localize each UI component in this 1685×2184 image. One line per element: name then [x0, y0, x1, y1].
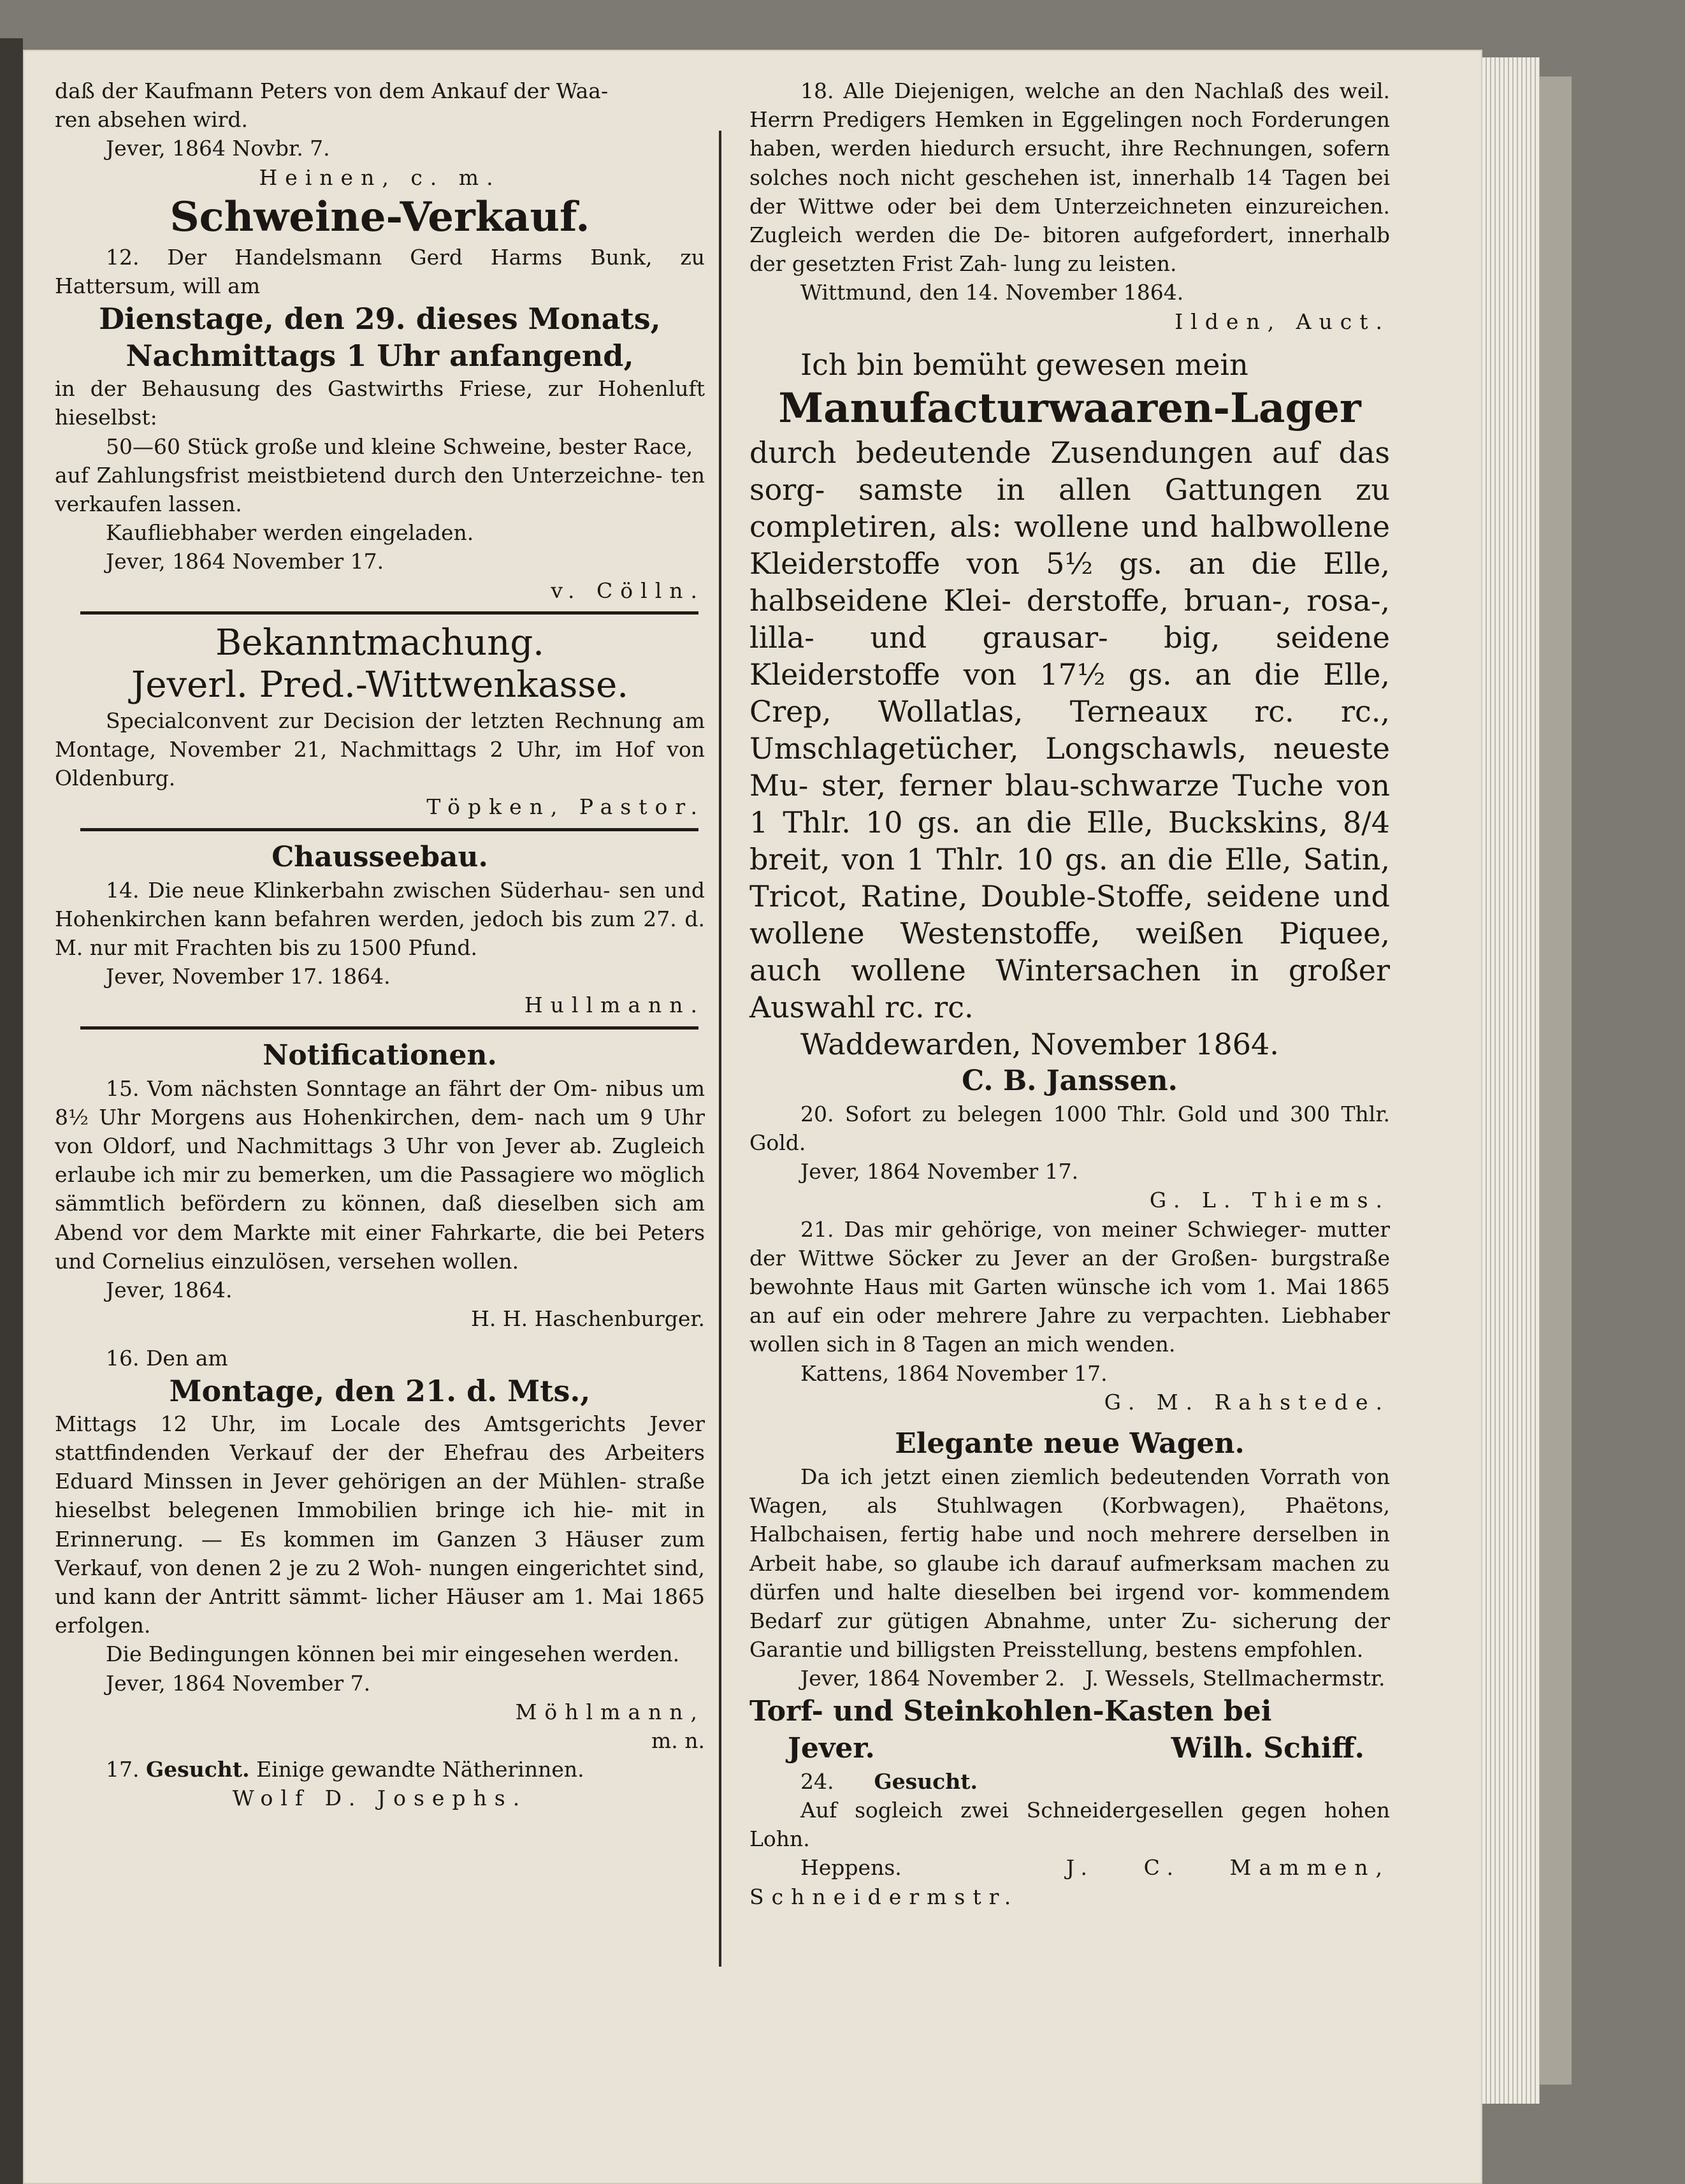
ad-title: Manufacturwaaren-Lager	[778, 384, 1361, 432]
ad-text: Einige gewandte Nätherinnen.	[256, 1757, 584, 1782]
section-rule	[80, 828, 698, 831]
ad-text: Die Bedingungen können bei mir eingesehen werden.	[106, 1642, 680, 1667]
ad-date: Wittmund, den 14. November 1864.	[800, 280, 1184, 305]
intro-line-2: ren absehen wird.	[55, 107, 249, 133]
ad-date: Jever, 1864 November 17.	[106, 549, 384, 574]
ad-label: Gesucht.	[145, 1757, 250, 1782]
ad-date-line: Dienstage, den 29. dieses Monats,	[99, 302, 661, 337]
ad-schweine-verkauf	[55, 192, 705, 605]
ad-signature: Wilh. Schiff.	[1171, 1731, 1364, 1765]
ad-manufacturwaaren	[749, 346, 1390, 1100]
left-column	[55, 76, 705, 1813]
ad-20	[749, 1100, 1390, 1215]
ad-text: Da ich jetzt einen ziemlich bedeutenden Vorrath von Wagen, als Stuhlwagen (Korbwagen), Phaëtons, Halbchaisen, fertig habe und noch mehrere derselben in Arbeit habe, so glaube ich darauf aufmerksam machen zu dürfen und halte dieselben bei irgend vor- kommendem Bedarf zur gütigen Abnahme, unter Zu- sicherung der Garantie und billigsten Preisstellung, bestens empfohlen.	[749, 1464, 1390, 1663]
ad-text: Auf sogleich zwei Schneidergesellen gegen hohen Lohn.	[749, 1797, 1390, 1852]
ad-number: 24.	[800, 1768, 834, 1794]
ad-title: Notificationen.	[263, 1038, 497, 1072]
ad-chausseebau	[55, 839, 705, 1020]
ad-place: Jever.	[788, 1731, 875, 1765]
ad-date: Jever, November 17. 1864.	[106, 964, 391, 989]
ad-notificationen	[55, 1037, 705, 1334]
ad-17	[55, 1755, 705, 1812]
ad-title: Torf- und Steinkohlen-Kasten bei	[749, 1694, 1272, 1728]
ad-elegante-wagen	[749, 1425, 1390, 1693]
ad-lead: 17.	[106, 1757, 140, 1782]
ad-title: Chausseebau.	[271, 840, 488, 873]
ad-text: Specialconvent zur Decision der letzten Rechnung am Montage, November 21, Nachmittags 2 Uhr, im Hof von Oldenburg.	[55, 708, 705, 791]
book-binding-edge	[0, 38, 23, 2184]
ad-signature: J. Wessels, Stellmachermstr.	[1085, 1666, 1385, 1691]
ad-text: 18. Alle Diejenigen, welche an den Nachlaß des weil. Herrn Predigers Hemken in Eggelingen noch Forderungen haben, werden hiedurch ersucht, ihre Rechnungen, sofern solches noch nicht geschehen ist, innerhalb 14 Tagen bei der Wittwe oder bei dem Unterzeichneten einzureichen. Zugleich werden die De- bitoren aufgefordert, innerhalb der gesetzten Frist Zah- lung zu leisten.	[749, 78, 1390, 277]
section-rule	[80, 1026, 698, 1030]
column-divider	[719, 131, 721, 1967]
ad-text: auf Zahlungsfrist meistbietend durch den Unterzeichne- ten verkaufen lassen.	[55, 462, 705, 517]
ad-signature: J. C. Mammen, Schneidermstr.	[749, 1855, 1390, 1909]
ad-torf-kasten	[749, 1693, 1390, 1767]
ad-21	[749, 1215, 1390, 1416]
ad-signature: H. H. Haschenburger.	[471, 1306, 705, 1332]
ad-signature: Wolf D. Josephs.	[232, 1786, 528, 1811]
ad-text: 14. Die neue Klinkerbahn zwischen Süderhau- sen und Hohenkirchen kann befahren werden, jedoch bis zum 27. d. M. nur mit Frachten bis zu 1500 Pfund.	[55, 877, 705, 961]
intro-signature: Heinen, c. m.	[259, 164, 501, 190]
ad-text: 20. Sofort zu belegen 1000 Thlr. Gold und 300 Thlr. Gold.	[749, 1101, 1390, 1156]
ad-text: in der Behausung des Gastwirths Friese, zur Hohenluft hieselbst:	[55, 376, 705, 430]
ad-lead: 16. Den am	[106, 1345, 228, 1371]
right-column	[749, 76, 1390, 1911]
ad-subtitle: Jeverl. Pred.-Wittwenkasse.	[131, 664, 629, 706]
ad-24	[749, 1767, 1390, 1911]
ad-title: Gesucht.	[874, 1768, 978, 1794]
ad-16	[55, 1344, 705, 1756]
ad-date: Jever, 1864 November 17.	[800, 1159, 1079, 1184]
ad-title: Elegante neue Wagen.	[895, 1427, 1245, 1460]
ad-bekanntmachung	[55, 622, 705, 822]
ad-text: durch bedeutende Zusendungen auf das sorg- samste in allen Gattungen zu completiren, als: wollene und halbwollene Kleiderstoffe von 5½ gs. an die Elle, halbseidene Klei- derstoffe, bruan-, rosa-, lilla- und grausar- big, seidene Kleiderstoffe von 17½ gs. an die Elle, Crep, Wollatlas, Terneaux rc. rc., Umschlagetücher, Longschawls, neueste Mu- ster, ferner blau-schwarze Tuche von 1 Thlr. 10 gs. an die Elle, Buckskins, 8/4 breit, von 1 Thlr. 10 gs. an die Elle, Satin, Tricot, Ratine, Double-Stoffe, seidene und wollene Westenstoffe, weißen Piquee, auch wollene Wintersachen in großer Auswahl rc. rc.	[749, 435, 1390, 1024]
section-rule	[80, 611, 698, 615]
ad-title: Schweine-Verkauf.	[170, 193, 590, 241]
page-stack-edges	[1482, 57, 1540, 2104]
ad-signature: G. L. Thiems.	[1149, 1188, 1390, 1213]
book-cover-edge	[1540, 76, 1572, 2085]
ad-signature: Möhlmann,	[515, 1699, 705, 1724]
ad-date: Waddewarden, November 1864.	[800, 1026, 1279, 1061]
ad-item: 50—60 Stück große und kleine Schweine, bester Race,	[106, 433, 693, 459]
ad-place: Heppens.	[800, 1855, 902, 1881]
intro-line-1: daß der Kaufmann Peters von dem Ankauf der Waa-	[55, 78, 609, 103]
ad-signature: v. Cölln.	[551, 578, 705, 603]
ad-signature: Töpken, Pastor.	[426, 794, 705, 820]
ad-18	[749, 76, 1390, 336]
ad-text: 15. Vom nächsten Sonntage an fährt der Om- nibus um 8½ Uhr Morgens aus Hohenkirchen, dem- nach um 9 Uhr von Oldorf, und Nachmittags 3 Uhr von Jever ab. Zugleich erlaube ich mir zu bemerken, um die Passagiere wo möglich sämmtlich befördern zu können, daß dieselben sich am Abend vor dem Markte mit einer Fahrkarte, die bei Peters und Cornelius einzulösen, versehen wollen.	[55, 1075, 705, 1274]
intro-date: Jever, 1864 Novbr. 7.	[106, 136, 330, 161]
ad-date: Jever, 1864 November 2.	[800, 1666, 1066, 1691]
ad-date: Jever, 1864.	[106, 1278, 233, 1303]
ad-text: 12. Der Handelsmann Gerd Harms Bunk, zu Hattersum, will am	[55, 244, 705, 299]
ad-signature: Ilden, Auct.	[1175, 309, 1390, 334]
ad-lead: Ich bin bemüht gewesen mein	[800, 347, 1248, 382]
ad-text: 21. Das mir gehörige, von meiner Schwieger- mutter der Wittwe Söcker zu Jever an der Großen- burgstraße bewohnte Haus mit Garten wünsche ich vom 1. Mai 1865 an auf ein oder mehrere Jahre zu verpachten. Liebhaber wollen sich in 8 Tagen an mich wenden.	[749, 1216, 1390, 1357]
ad-signature-suffix: m. n.	[651, 1728, 705, 1753]
ad-title: Bekanntmachung.	[215, 622, 544, 664]
ad-signature: Hullmann.	[524, 993, 705, 1018]
ad-text: Kaufliebhaber werden eingeladen.	[106, 520, 474, 546]
ad-date: Jever, 1864 November 7.	[106, 1670, 371, 1696]
ad-text: Mittags 12 Uhr, im Locale des Amtsgerichts Jever stattfindenden Verkauf der der Ehefrau des Arbeiters Eduard Minssen in Jever gehörigen an der Mühlen- straße hieselbst belegenen Immobilien bringe ich hie- mit in Erinnerung. — Es kommen im Ganzen 3 Häuser zum Verkauf, von denen 2 je zu 2 Woh- nungen eingerichtet sind, und kann der Antritt sämmt- licher Häuser am 1. Mai 1865 erfolgen.	[55, 1411, 705, 1638]
ad-date: Kattens, 1864 November 17.	[800, 1360, 1108, 1386]
ad-date-line: Montage, den 21. d. Mts.,	[169, 1373, 591, 1408]
ad-signature: G. M. Rahstede.	[1104, 1389, 1390, 1415]
ad-date-and-signature	[749, 1664, 1390, 1693]
ad-signature: C. B. Janssen.	[962, 1064, 1178, 1097]
ad-time-line: Nachmittags 1 Uhr anfangend,	[126, 339, 634, 374]
